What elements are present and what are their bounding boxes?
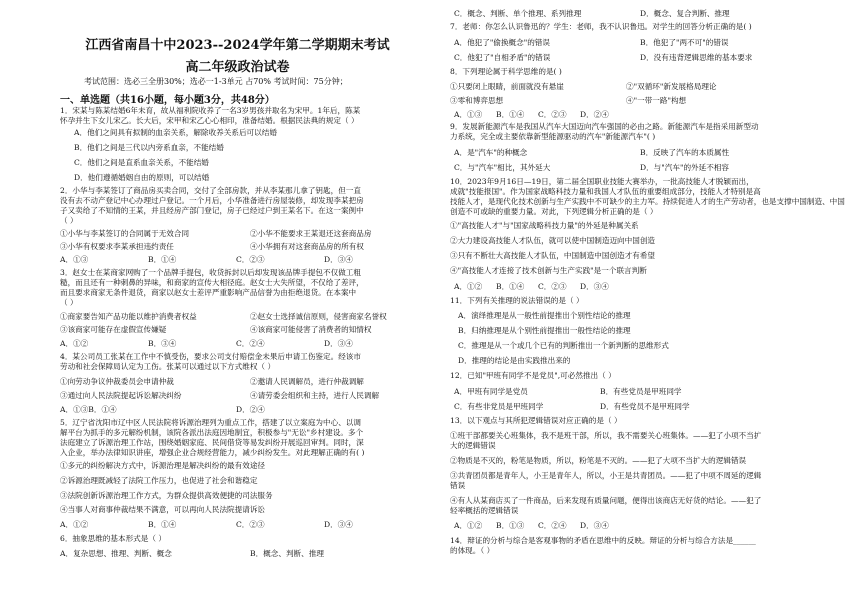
answer-option: D．②④ [236,405,265,414]
statement-option: ③零和博弈思想 [450,96,504,105]
question-text: 怀孕并生下女儿宋乙。长大后，宋甲和宋乙心心相印，准备结婚。根据民法典的规定（ ） [60,116,359,125]
question-text: 14．辩证的分析与综合是客观事物的矛盾在思维中的反映。辩证的分析与综合方法是______ [450,536,756,545]
statement-option: ③该商家可能存在虚假宣传嫌疑 [60,325,167,334]
answer-option: C．与"汽车"相比，其外延大 [454,163,551,172]
answer-option: C．②③ [538,110,567,119]
answer-option: D．他们遵循婚姻自由的原则，可以结婚 [74,173,210,182]
answer-option: B．归纳推理是从个别性前提推出一般性结论的推理 [458,326,631,335]
question-text: 6．抽象思维的基本形式是（ ） [60,534,166,543]
answer-option: B．③④ [148,339,177,348]
answer-option: B．他犯了"两不可"的错误 [640,38,729,47]
question-text: 11．下列有关推理的说法错误的是（ ） [450,296,584,305]
question-text: 8．下列理论属于科学思维的是( ) [450,67,562,76]
statement-option: ②小华不能要求王某退还这套商品房 [250,229,372,238]
answer-option: A．他犯了"偷换概念"的错误 [454,38,550,47]
statement-option: ②邀请人民调解员，进行仲裁调解 [250,377,364,386]
answer-option: B．反映了汽车的本质属性 [640,148,730,157]
answer-option: A．①③B．①④ [60,405,117,414]
section-title: 一、单选题（共16小题，每小题3分，共48分） [60,95,275,106]
answer-option: A．①② [454,521,483,530]
answer-option: C．②③ [236,520,265,529]
statement-option: ④"一带一路"构想 [626,96,687,105]
statement-option: ②赵女士选择诚信原则，侵害商家名誉权 [250,312,387,321]
answer-option: D．③④ [580,282,609,291]
answer-option: C．②③ [236,255,265,264]
statement-option: ④该商家可能侵害了消费者的知情权 [250,325,372,334]
exam-info: 考试范围：选必三全册30%；选必一1-3单元 占70% 考试时间：75分钟； [84,77,348,86]
answer-option: B．①④ [148,255,177,264]
statement-option: ①小华与李某签订的合同属于无效合同 [60,229,190,238]
answer-option: C．有些非党员是甲班同学 [454,402,544,411]
question-text: 而且要求商家无条件退货，商家以赵女士差评严重影响产品信誉为由拒绝退货。在本案中 [60,288,357,297]
statement-option: ②诉源治理既减轻了法院工作压力，也促进了社会和谐稳定 [60,476,258,485]
statement-option: ④当事人对商事仲裁结果不满意，可以再向人民法院提请诉讼 [60,505,266,514]
question-text: 12．已知"甲班有同学不是党员",可必然推出（ ） [450,371,616,380]
answer-option: D．概念、复合判断、推理 [640,9,730,18]
statement-option: 大的逻辑错误 [450,441,496,450]
answer-option: C．概念、判断、单个推理、系列推理 [454,9,582,18]
answer-option: A．演绎推理是从一般性前提推出个别性结论的推理 [458,311,631,320]
answer-option: D．没有违背逻辑思维的基本要求 [640,53,753,62]
answer-option: B．①④ [496,282,525,291]
answer-option: B．有些党员是甲班同学 [600,387,682,396]
answer-option: B．①④ [496,110,525,119]
statement-option: ①多元的纠纷解决方式中，诉源治理是解决纠纷的最有效途径 [60,461,266,470]
question-text: （ ） [60,216,78,225]
answer-option: D．③④ [324,339,353,348]
statement-option: ④小华拥有对这套商品房的所有权 [250,242,364,251]
question-text: 7．老师：你怎么认识鲁迅的？学生：老师，我不认识鲁迅。对学生的回答分析正确的是( ) [450,22,752,31]
question-text: 法庭建立了诉源治理工作站，围绕婚姻家庭、民间借贷等易发纠纷开展巡回审判。同时，深 [60,438,364,447]
answer-option: A．复杂思想、推理、判断、概念 [60,549,172,558]
answer-option: C．推理是从一个或几个已有的判断推出一个新判断的思维形式 [458,341,669,350]
question-text: 4．某公司员工张某在工作中不慎受伤，要求公司支付赔偿金未果后申请工伤鉴定。经该市 [60,352,361,361]
answer-option: D．推理的结论是由实践推出来的 [458,356,571,365]
answer-option: B．他们之间是三代以内旁系血亲，不能结婚 [74,143,224,152]
statement-option: ①"高技能人才"与"国家战略科技力量"的外延是种属关系 [450,221,639,230]
question-text: 3．赵女士在某商家网购了一个品牌手提包，收货拆封以后却发现该品牌手提包不仅做工粗 [60,268,361,277]
answer-option: D．与"汽车"的外延不相容 [640,163,730,172]
answer-option: B．①③ [496,521,525,530]
statement-option: ③通过向人民法院提起诉讼解决纠纷 [60,391,182,400]
answer-option: C．②③ [538,282,567,291]
question-text: 1．宋某与陈某结婚6年未育，故从福利院收养了一名3岁男孩并取名为宋甲。1年后，陈某 [60,106,361,115]
question-text: 成就"技能报国"。作为国家战略科技力量和我国人才队伍的重要组成部分，技能人才特别是高 [450,187,761,196]
statement-option: ④有人从某商店买了一件商品，后来发现有质量问题，便得出该商店无好货的结论。——犯了 [450,496,762,505]
answer-option: D．③④ [580,521,609,530]
statement-option: ②"双循环"新发展格局理论 [626,82,717,91]
answer-option: A．①② [454,282,483,291]
question-text: 劳动和社会保障局认定为工伤。张某可以通过以下方式维权（ ） [60,362,276,371]
question-text: 解平台为抓手的多元解纷机制，该院各派出法庭因地制宜，积极参与"无讼"乡村建设。多个 [60,428,364,437]
statement-option: ①只要闭上眼睛，前面就没有悬崖 [450,82,564,91]
answer-option: C．他们之间是直系血亲关系，不能结婚 [74,158,209,167]
question-text: 技能人才，是现代化技术创新与生产实践中不可缺少的主力军。持续促进人才的生产劳动者，也是支撑中国制造、中国 [450,197,845,206]
statement-option: ①向劳动争议仲裁委员会申请仲裁 [60,377,174,386]
statement-option: ①班干部都要关心班集体，我不是班干部，所以，我不需要关心班集体。——犯了小项不当扩 [450,431,762,440]
question-text: 入企业，举办法律知识讲座，增强企业合规经营能力，减少纠纷发生。对此理解正确的有( ) [60,448,365,457]
statement-option: ③法院创新诉源治理工作方式，为群众提供高效便捷的司法服务 [60,491,273,500]
question-text: 13．以下观点与其所犯逻辑错误对应正确的是（ ） [450,416,622,425]
answer-option: B．概念、判断、推理 [250,549,324,558]
answer-option: A．①② [60,339,89,348]
statement-option: ②大力建设高技能人才队伍，就可以使中国制造迈向中国创造 [450,236,656,245]
statement-option: ③小华有权要求李某承担违约责任 [60,242,174,251]
answer-option: C．他犯了"自相矛盾"的错误 [454,53,551,62]
question-text: 没有去不动产登记中心办理过户登记。一个月后，小华准备进行房屋装修，却发现李某把房 [60,196,364,205]
statement-option: ③只有不断壮大高技能人才队伍，中国制造中国创造才有希望 [450,251,656,260]
exam-title: 江西省南昌十中2023--2024学年第二学期期末考试 [85,38,390,53]
statement-option: ③共青团员都是青年人，小王是青年人，所以，小王是共青团员。——犯了中项不周延的逻辑 [450,471,762,480]
question-text: 10．2023年9月16日—19日，第二届全国职业技能大赛举办，一批高技能人才脱颖而出， [450,177,754,186]
exam-subtitle: 高二年级政治试卷 [185,60,290,75]
statement-option: ②物质是不灭的，粉笔是物质，所以，粉笔是不灭的。——犯了大项不当扩大的逻辑错误 [450,456,747,465]
answer-option: D．②④ [580,110,609,119]
answer-option: A．甲班有同学是党员 [454,387,528,396]
answer-option: A．他们之间具有拟制的血亲关系，解除收养关系后可以结婚 [74,128,277,137]
question-text: 9．发展新能源汽车是我国从汽车大国迈向汽车强国的必由之路。新能源汽车是指采用新型动 [450,122,759,131]
answer-option: D．③④ [324,520,353,529]
answer-option: C．②④ [538,521,567,530]
answer-option: A．①③ [454,110,483,119]
statement-option: ①商家要告知产品功能以维护消费者权益 [60,312,197,321]
answer-option: A．是"汽车"的种概念 [454,148,528,157]
answer-option: A．①③ [60,255,89,264]
question-text: （ ） [60,298,78,307]
question-text: 的体现。（ ） [450,546,495,555]
statement-option: ④请劳委会组织和主持，进行人民调解 [250,391,380,400]
question-text: 5．辽宁省沈阳市辽中区人民法院将诉源治理列为重点工作，搭建了以立案庭为中心、以调 [60,418,361,427]
answer-option: D．③④ [324,255,353,264]
answer-option: D．有些党员不是甲班同学 [600,402,690,411]
answer-option: A．①② [60,520,89,529]
answer-option: C．②④ [236,339,265,348]
answer-option: B．①④ [148,520,177,529]
statement-option: ④"高技能人才连接了技术创新与生产实践"是一个联言判断 [450,266,647,275]
question-text: 2．小华与李某签订了商品房买卖合同，交付了全部房款，并从李某那儿拿了钥匙，但一直 [60,186,361,195]
statement-option: 轻率概括的逻辑错误 [450,506,519,515]
question-text: 创造不可或缺的重要力量。对此，下列逻辑分析正确的是（ ） [450,207,658,216]
question-text: 力系统，完全或主要依靠新型能源驱动的汽车"新能源汽车"( ) [450,132,656,141]
question-text: 糙，而且还有一种刺鼻的异味，和商家的宣传大相径庭。赵女士大失所望，不仅给了差评， [60,278,364,287]
question-text: 子又卖给了不知情的王某，并且经房产部门登记，房子已经过户到王某名下。在这一案例中 [60,206,364,215]
statement-option: 错误 [450,481,466,490]
